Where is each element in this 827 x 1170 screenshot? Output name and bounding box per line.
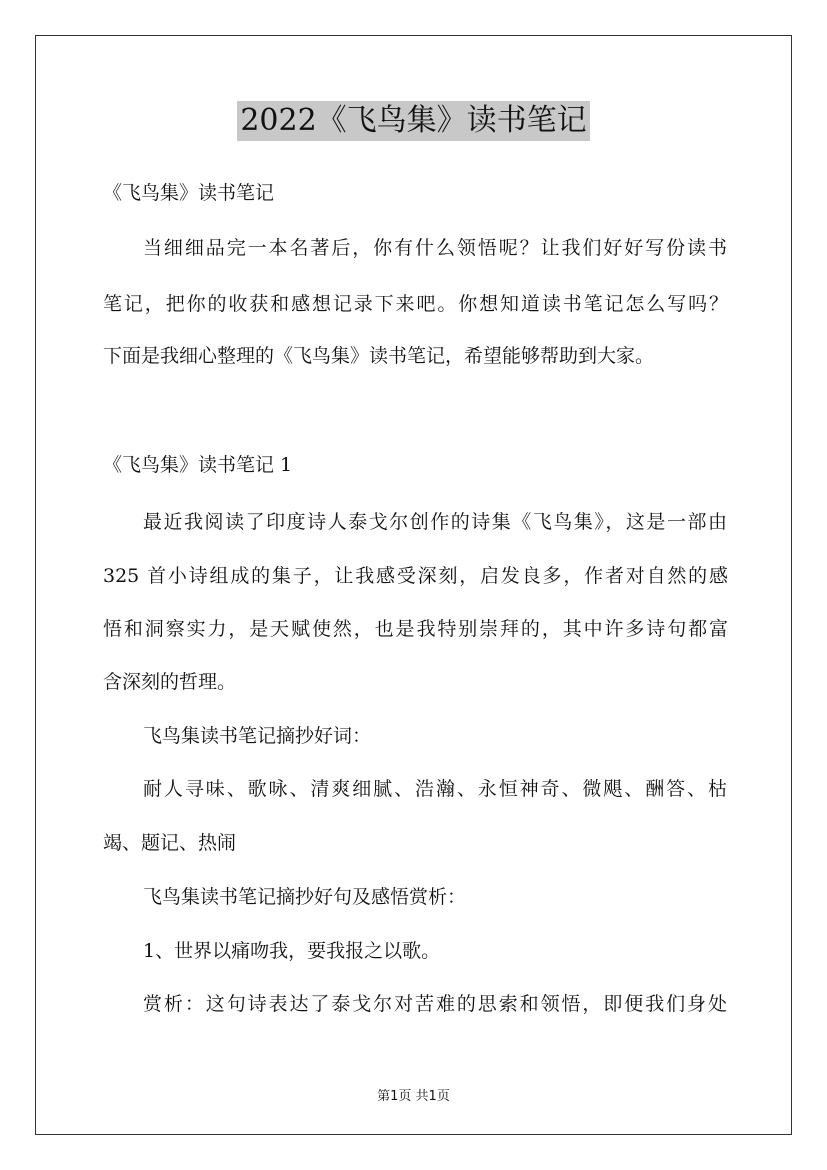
words-line-1: 耐人寻味、歌咏、清爽细腻、浩瀚、永恒神奇、微飓、酬答、枯 (143, 778, 727, 800)
words-line-2: 竭、题记、热闹 (103, 832, 237, 854)
subtitle: 《飞鸟集》读书笔记 (103, 182, 275, 204)
sentence-1: 1、世界以痛吻我，要我报之以歌。 (143, 940, 441, 962)
intro-line-1: 当细细品完一本名著后，你有什么领悟呢？让我们好好写份读书 (143, 237, 727, 259)
section-para-line-2: 325 首小诗组成的集子，让我感受深刻，启发良多，作者对自然的感 (103, 565, 728, 587)
section-para-line-1: 最近我阅读了印度诗人泰戈尔创作的诗集《飞鸟集》，这是一部由 (143, 511, 727, 533)
intro-line-3: 下面是我细心整理的《飞鸟集》读书笔记，希望能够帮助到大家。 (103, 345, 655, 367)
analysis-1: 赏析：这句诗表达了泰戈尔对苦难的思索和领悟，即便我们身处 (143, 993, 727, 1015)
document-title: 2022《飞鸟集》读书笔记 (237, 101, 589, 141)
words-heading: 飞鸟集读书笔记摘抄好词： (143, 725, 372, 747)
section-heading: 《飞鸟集》读书笔记 1 (103, 454, 293, 476)
intro-line-2: 笔记，把你的收获和感想记录下来吧。你想知道读书笔记怎么写吗？ (103, 293, 728, 315)
section-para-line-3: 悟和洞察实力，是天赋使然，也是我特别崇拜的，其中许多诗句都富 (103, 618, 728, 640)
sentences-heading: 飞鸟集读书笔记摘抄好句及感悟赏析： (143, 886, 467, 908)
title-container (0, 101, 827, 141)
section-para-line-4: 含深刻的哲理。 (103, 671, 237, 693)
page-footer: 第1页 共1页 (377, 1089, 450, 1104)
